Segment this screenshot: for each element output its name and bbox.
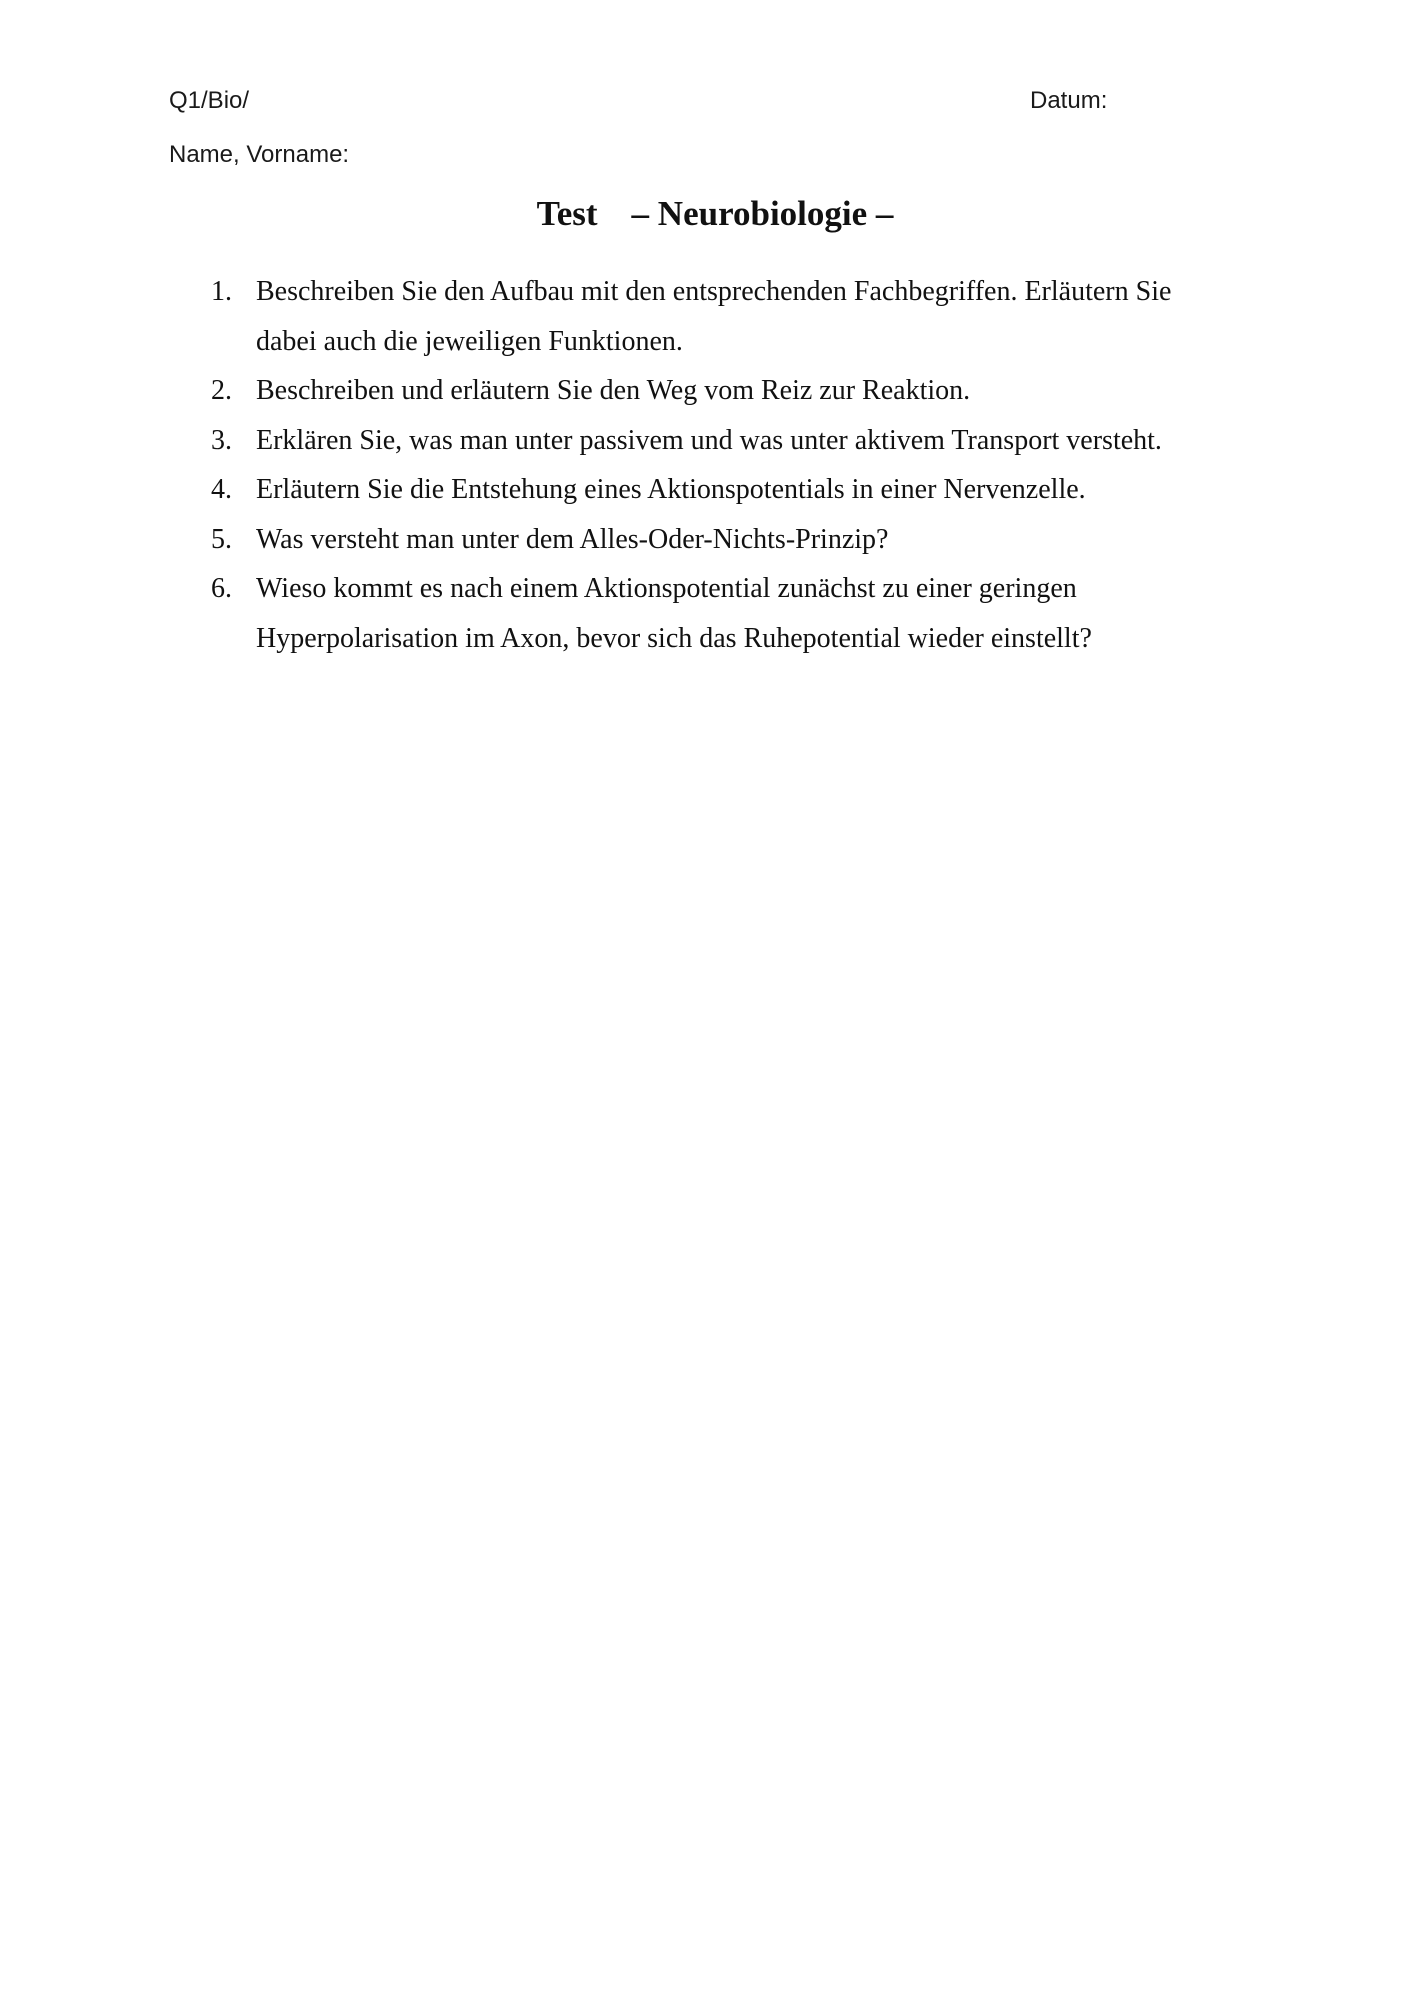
title-test: Test xyxy=(536,194,598,233)
question-text: Wieso kommt es nach einem Aktionspotential zunächst zu einer geringen Hyperpolarisation im Axon, bevor sich das Ruhepotential wieder einstellt? xyxy=(256,573,1092,654)
question-number: 4. xyxy=(211,474,232,505)
question-item xyxy=(0,515,1414,565)
course-label: Q1/Bio/ xyxy=(169,87,250,114)
title-subject: – Neurobiologie – xyxy=(631,194,894,233)
question-number: 5. xyxy=(211,523,232,555)
question-number: 2. xyxy=(211,375,232,406)
question-list xyxy=(0,267,1414,663)
question-text: Erläutern Sie die Entstehung eines Aktionspotentials in einer Nervenzelle. xyxy=(256,474,1086,505)
question-item xyxy=(0,465,1414,515)
page-title xyxy=(0,193,1414,235)
name-label: Name, Vorname: xyxy=(169,141,350,168)
question-text: Was versteht man unter dem Alles-Oder-Nichts-Prinzip? xyxy=(256,523,889,555)
question-item xyxy=(0,267,1414,366)
question-text: Beschreiben Sie den Aufbau mit den entsprechenden Fachbegriffen. Erläutern Sie dabei auch die jeweiligen Funktionen. xyxy=(256,276,1172,357)
question-number: 6. xyxy=(211,573,232,604)
question-text: Erklären Sie, was man unter passivem und was unter aktivem Transport versteht. xyxy=(256,424,1162,456)
question-number: 1. xyxy=(211,276,232,307)
question-item xyxy=(0,416,1414,466)
date-label: Datum: xyxy=(1030,87,1108,114)
question-item xyxy=(0,564,1414,663)
question-text: Beschreiben und erläutern Sie den Weg vom Reiz zur Reaktion. xyxy=(256,375,971,406)
question-item xyxy=(0,366,1414,416)
question-number: 3. xyxy=(211,424,232,456)
